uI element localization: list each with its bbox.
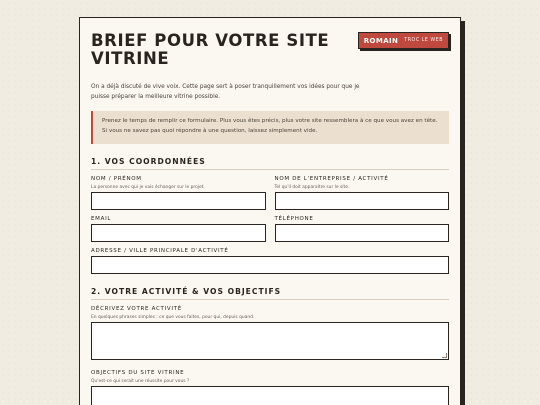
goals-textarea[interactable] [91, 386, 449, 405]
row-address [91, 247, 449, 274]
form-header [91, 32, 449, 80]
phone-label: TÉLÉPHONE [274, 216, 314, 222]
intro-text: On a déjà discuté de vive voix. Cette page sert à poser tranquillement vos idées pour que je puisse préparer la meilleure vitrine possible. [91, 84, 360, 100]
goals-help: Qu'est-ce qui serait une réussite pour vous ? [91, 379, 190, 384]
field-name [91, 175, 266, 210]
field-email [91, 215, 266, 242]
field-activity [91, 305, 449, 360]
brief-form-sheet [79, 17, 461, 405]
email-input[interactable] [91, 224, 266, 242]
author-badge [358, 32, 449, 49]
company-label: NOM DE L'ENTREPRISE / ACTIVITÉ [274, 176, 389, 182]
address-input[interactable] [91, 256, 449, 274]
phone-input[interactable] [275, 224, 450, 242]
row-email-phone [91, 215, 449, 242]
field-address [91, 247, 449, 274]
field-goals [91, 369, 449, 405]
activity-label: DÉCRIVEZ VOTRE ACTIVITÉ [91, 306, 182, 312]
row-name-company [91, 175, 449, 210]
email-label: EMAIL [91, 216, 112, 222]
field-company [275, 175, 450, 210]
page-title: BRIEF POUR VOTRE SITE VITRINE [91, 31, 330, 68]
company-input[interactable] [275, 192, 450, 210]
name-help: La personne avec qui je vais échanger sur le projet. [91, 185, 205, 190]
address-label: ADRESSE / VILLE PRINCIPALE D'ACTIVITÉ [91, 248, 229, 254]
badge-tag: TROC LE WEB [404, 38, 443, 43]
resize-handle-icon[interactable] [442, 353, 447, 358]
activity-textarea[interactable] [91, 322, 449, 360]
field-phone [275, 215, 450, 242]
activity-help: En quelques phrases simples : ce que vous faites, pour qui, depuis quand. [91, 315, 255, 320]
section-title-activity: 2. VOTRE ACTIVITÉ & VOS OBJECTIFS [91, 287, 449, 300]
section-title-coordinates: 1. VOS COORDONNÉES [91, 157, 449, 170]
badge-name: ROMAIN [363, 36, 399, 45]
name-input[interactable] [91, 192, 266, 210]
name-label: NOM / PRÉNOM [91, 176, 142, 182]
notice-box: Prenez le temps de remplir ce formulaire. Plus vous êtes précis, plus votre site ressemblera à ce que vous avez en tête. Si vous ne savez pas quoi répondre à une question, laissez simplement vide. [91, 111, 449, 144]
company-help: Tel qu'il doit apparaître sur le site. [274, 185, 350, 190]
goals-label: OBJECTIFS DU SITE VITRINE [91, 370, 185, 376]
